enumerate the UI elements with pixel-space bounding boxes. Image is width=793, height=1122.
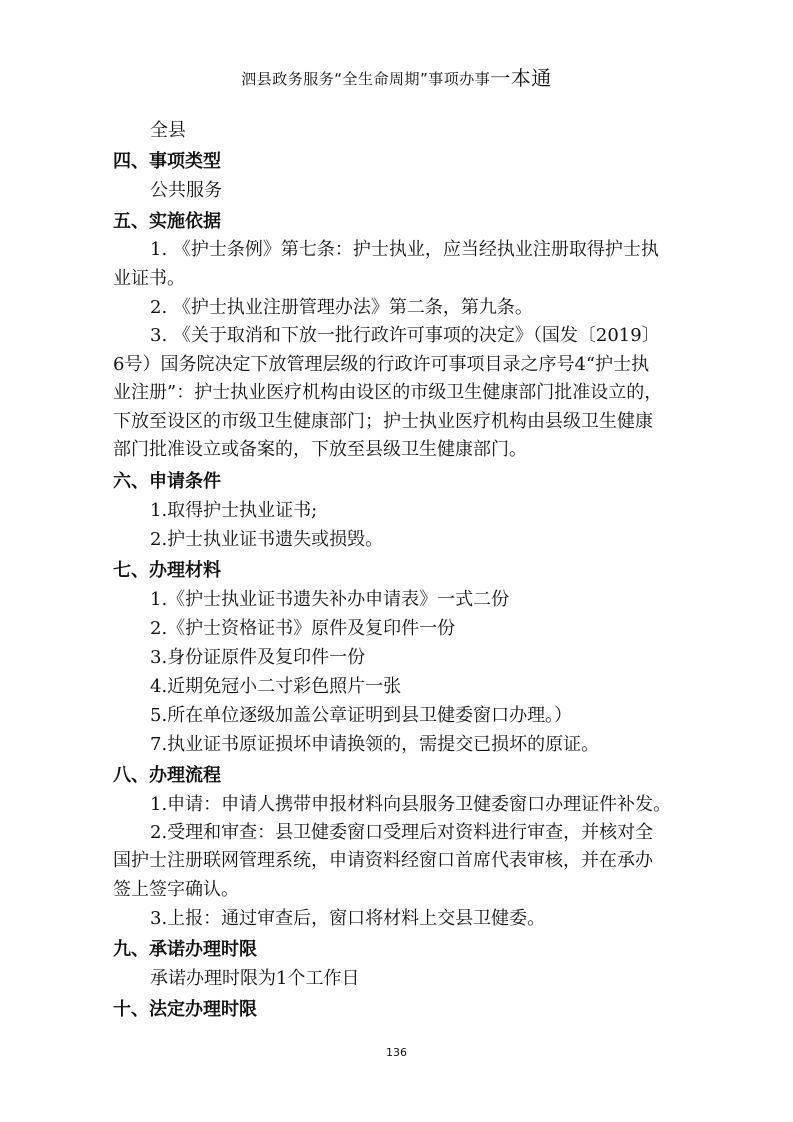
condition-item: 2.护士执业证书遗失或损毁。	[150, 528, 384, 550]
scope-value: 全县	[150, 120, 186, 141]
header-title-emphasis: 一本通	[490, 66, 552, 90]
process-step-3: 3.上报：通过审查后，窗口将材料上交县卫健委。	[150, 908, 546, 929]
section-heading-basis: 五、实施依据	[113, 211, 221, 232]
section-heading-type: 四、事项类型	[113, 151, 221, 172]
material-item: 5.所在单位逐级加盖公章证明到县卫健委窗口办理。）	[150, 704, 573, 726]
section-heading-conditions: 六、申请条件	[113, 470, 221, 492]
section-heading-promised-time: 九、承诺办理时限	[113, 939, 257, 960]
material-item: 2.《护士资格证书》原件及复印件一份	[150, 617, 456, 639]
header-title: 泗县政务服务“全生命周期”事项办事	[241, 70, 491, 88]
section-heading-legal-time: 十、法定办理时限	[113, 999, 257, 1020]
page-number: 136	[386, 1046, 407, 1059]
section-heading-materials: 七、办理材料	[113, 559, 221, 581]
process-step-2: 2.受理和审查：县卫健委窗口受理后对资料进行审查，并核对全 国护士注册联网管理系统，申请资料经窗口首席代表审核，并在承办 签上签字确认。	[113, 821, 654, 900]
basis-paragraph-2: 2. 《护士执业注册管理办法》第二条，第九条。	[150, 297, 533, 318]
material-item: 3.身份证原件及复印件一份	[150, 646, 366, 668]
material-item: 7.执业证书原证损坏申请换领的，需提交已损坏的原证。	[150, 733, 600, 755]
condition-item: 1.取得护士执业证书;	[150, 499, 318, 521]
document-body	[113, 116, 685, 1024]
material-item: 1.《护士执业证书遗失补办申请表》一式二份	[150, 588, 510, 610]
basis-paragraph-1: 1. 《护士条例》第七条：护士执业，应当经执业注册取得护士执 业证书。	[113, 239, 659, 289]
basis-paragraph-3: 3. 《关于取消和下放一批行政许可事项的决定》（国发〔2019〕 6号）国务院决定下放管理层级的行政许可事项目录之序号4“护士执 业注册”：护士执业医疗机构由设区的市级卫生健康部门批准设立的， 下放至设区的市级卫生健康部门；护士执业医疗机构由县级卫生健康 部门批准设立或备案的，下放至县级卫生健康部门。	[113, 325, 663, 460]
material-item: 4.近期免冠小二寸彩色照片一张	[150, 675, 402, 697]
promised-time-value: 承诺办理时限为1个工作日	[150, 968, 360, 989]
section-heading-process: 八、办理流程	[113, 764, 221, 786]
process-step-1: 1.申请：申请人携带申报材料向县服务卫健委窗口办理证件补发。	[150, 793, 672, 815]
page-header	[0, 62, 793, 91]
item-type-value: 公共服务	[150, 180, 222, 201]
